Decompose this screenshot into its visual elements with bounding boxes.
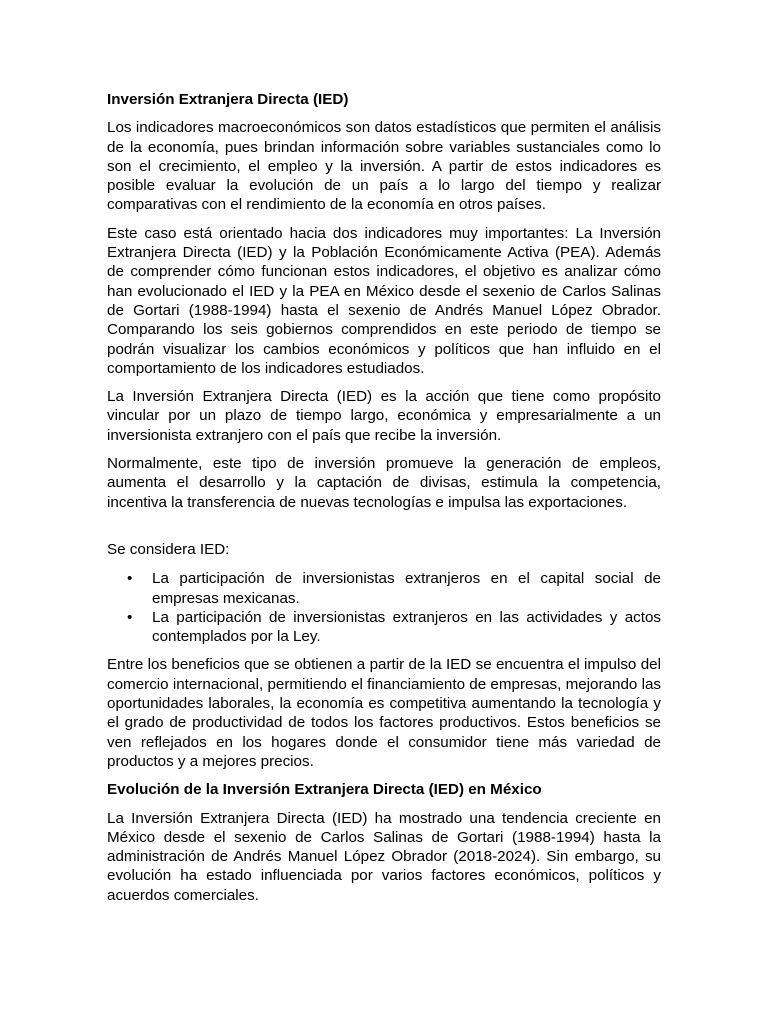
indicators-paragraph: Este caso está orientado hacia dos indicadores muy importantes: La Inversión Extranjera Directa (IED) y la Población Económicamente Activa (PEA). Además de comprender cómo funcionan estos indicadores, el objetivo es analizar cómo han evolucionado el IED y la PEA en México desde el sexenio de Carlos Salinas de Gortari (1988-1994) hasta el sexenio de Andrés Manuel López Obrador. Comparando los seis gobiernos comprendidos en este periodo de tiempo se podrán visualizar los cambios económicos y políticos que han influido en el comportamiento de los indicadores estudiados. xyxy=(107,224,661,377)
list-item-text: La participación de inversionistas extranjeros en el capital social de empresas mexicanas. xyxy=(152,570,661,607)
bullet-icon: • xyxy=(127,570,133,588)
bullet-icon: • xyxy=(127,608,133,626)
section-heading: Evolución de la Inversión Extranjera Directa (IED) en México xyxy=(107,781,542,799)
evolution-paragraph: La Inversión Extranjera Directa (IED) ha mostrado una tendencia creciente en México desde el sexenio de Carlos Salinas de Gortari (1988-1994) hasta la administración de Andrés Manuel López Obrador (2018-2024). Sin embargo, su evolución ha estado influenciada por varios factores económicos, políticos y acuerdos comerciales. xyxy=(107,809,661,904)
document-page xyxy=(107,90,661,914)
intro-paragraph: Los indicadores macroeconómicos son datos estadísticos que permiten el análisis de la economía, pues brindan información sobre variables sustanciales como lo son el crecimiento, el empleo y la inversión. A partir de estos indicadores es posible evaluar la evolución de un país a lo largo del tiempo y realizar comparativas con el rendimiento de la economía en otros países. xyxy=(107,119,661,214)
ied-list xyxy=(107,569,661,646)
document-title: Inversión Extranjera Directa (IED) xyxy=(107,91,349,108)
benefits-paragraph: Entre los beneficios que se obtienen a partir de la IED se encuentra el impulso del comercio internacional, permitiendo el financiamiento de empresas, mejorando las oportunidades laborales, la economía es competitiva aumentando la tecnología y el grado de productividad de todos los factores productivos. Estos beneficios se ven reflejados en los hogares donde el consumidor tiene más variedad de productos y a mejores precios. xyxy=(107,656,661,770)
list-item-text: La participación de inversionistas extranjeros en las actividades y actos contemplados por la Ley. xyxy=(152,608,661,646)
ied-effects-paragraph: Normalmente, este tipo de inversión promueve la generación de empleos, aumenta el desarrollo y la captación de divisas, estimula la competencia, incentiva la transferencia de nuevas tecnologías e impulsa las exportaciones. xyxy=(107,455,661,511)
ied-list-intro: Se considera IED: xyxy=(107,540,230,558)
list-item xyxy=(107,608,661,647)
ied-definition-paragraph: La Inversión Extranjera Directa (IED) es la acción que tiene como propósito vincular por un plazo de tiempo largo, económica y empresarialmente a un inversionista extranjero con el país que recibe la inversión. xyxy=(107,388,661,444)
blank-line xyxy=(107,521,661,540)
list-item xyxy=(107,569,661,608)
